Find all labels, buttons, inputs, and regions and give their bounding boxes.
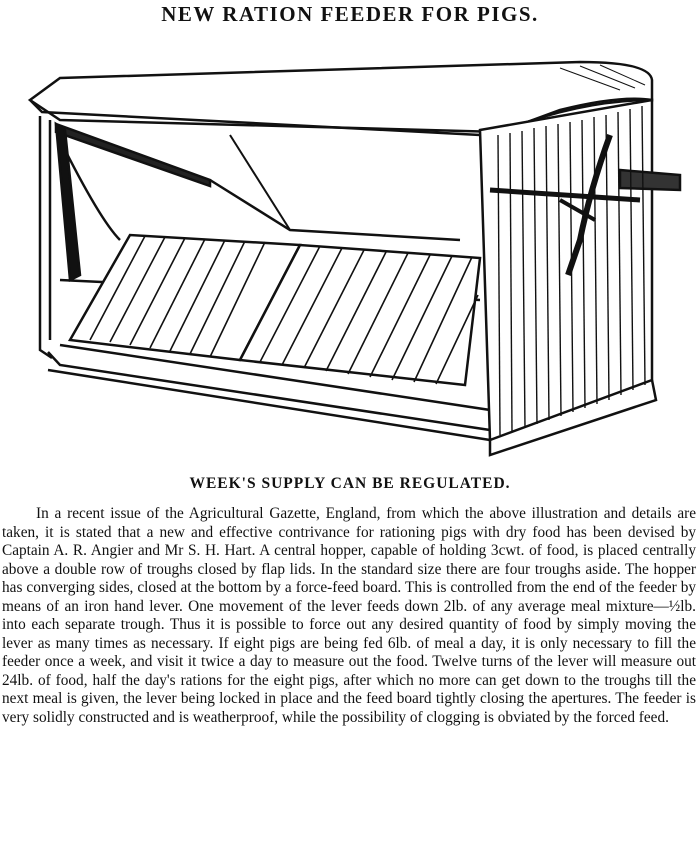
headline: NEW RATION FEEDER FOR PIGS. xyxy=(161,2,539,26)
subheadline: WEEK'S SUPPLY CAN BE REGULATED. xyxy=(189,475,511,492)
article-body: In a recent issue of the Agricultural Gazette, England, from which the above illustration and details are taken, it is stated that a new and effective contrivance for rationing pigs with dry food has been devised by Captain A. R. Angier and Mr S. H. Hart. A central hopper, capable of holding 3cwt. of food, is placed centrally above a double row of troughs closed by flap lids. In the standard size there are four troughs aside. The hopper has converging sides, closed at the bottom by a force-feed board. This is controlled from the end of the feeder by means of an iron hand lever. One movement of the lever feeds down 2lb. of any average meal mixture—½lb. into each separate trough. Thus it is possible to force out any desired quantity of food by simply moving the lever as many times as necessary. If eight pigs are being fed 6lb. of meal a day, it is only necessary to fill the feeder once a week, and visit it twice a day to measure out the food. Twelve turns of the lever will measure out 24lb. of food, half the day's rations for the eight pigs, after which no more can get down to the troughs till the next meal is given, the lever being locked in place and the feed board tightly closing the apertures. The feeder is very solidly constructed and is weatherproof, while the possibility of clogging is obviated by the forced feed. xyxy=(2,505,696,726)
pig-feeder-illustration xyxy=(20,40,700,460)
